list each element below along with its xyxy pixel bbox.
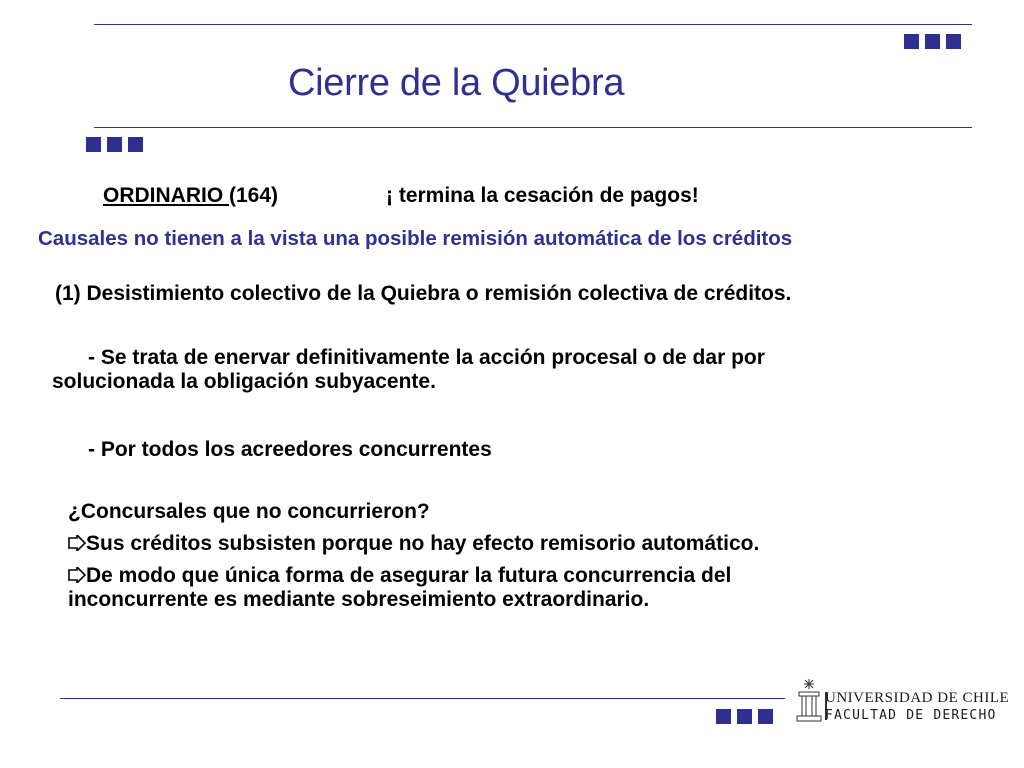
point-1-text: Sus créditos subsisten porque no hay efecto remisorio automático. (86, 532, 760, 555)
decor-square (946, 34, 961, 49)
university-seal-icon (795, 678, 823, 724)
logo-line-2: FACULTAD DE DERECHO (825, 708, 997, 723)
top-right-squares (904, 34, 961, 49)
decor-square (128, 137, 143, 152)
slide-title: Cierre de la Quiebra (288, 62, 625, 104)
bottom-squares (716, 709, 773, 724)
title-rule (94, 127, 972, 128)
point-1 (68, 532, 759, 556)
point-2-text-line-2: inconcurrente es mediante sobreseimiento extraordinario. (68, 588, 650, 611)
question-text: ¿Concursales que no concurrieron? (68, 500, 430, 523)
decor-square (737, 709, 752, 724)
bullet-1-line-1: - Se trata de enervar definitivamente la acción procesal o de dar por (88, 346, 765, 369)
decor-square (904, 34, 919, 49)
decor-square (925, 34, 940, 49)
point-2 (68, 564, 731, 588)
item-1: (1) Desistimiento colectivo de la Quiebra o remisión colectiva de créditos. (55, 282, 792, 305)
arrow-bullet-icon (68, 532, 86, 556)
decor-square (86, 137, 101, 152)
left-squares (86, 137, 143, 152)
bullet-1-line-2: solucionada la obligación subyacente. (52, 370, 436, 393)
causales-text: Causales no tienen a la vista una posible remisión automática de los créditos (38, 227, 793, 250)
ordinario-word: ORDINARIO (103, 184, 229, 207)
decor-square (716, 709, 731, 724)
decor-square (107, 137, 122, 152)
logo-line-1: UNIVERSIDAD DE CHILE (825, 690, 1010, 706)
termina-text: ¡ termina la cesación de pagos! (386, 184, 699, 207)
ordinario-ref: (164) (229, 184, 279, 207)
point-2-text-line-1: De modo que única forma de asegurar la futura concurrencia del (86, 564, 732, 587)
bottom-rule (60, 698, 785, 699)
bullet-2: - Por todos los acreedores concurrentes (88, 438, 492, 461)
top-rule (94, 24, 972, 25)
ordinario-line (103, 184, 278, 208)
decor-square (758, 709, 773, 724)
arrow-bullet-icon (68, 564, 86, 588)
